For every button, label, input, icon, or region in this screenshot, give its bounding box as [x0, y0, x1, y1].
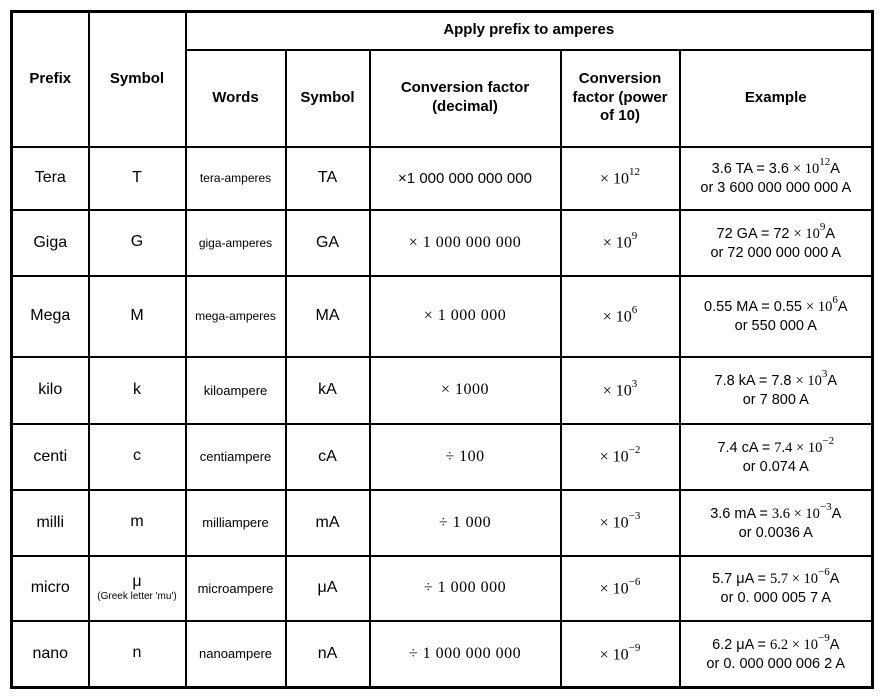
symbol-text: n [132, 644, 142, 662]
table-row [12, 556, 873, 621]
example-unit: A [831, 505, 842, 522]
symbol-cell [89, 556, 186, 621]
example-cell [680, 357, 873, 424]
header-example: Example [680, 50, 873, 147]
example-decimal-line: or 0. 000 005 7 A [720, 590, 831, 607]
power-factor-cell [561, 357, 680, 424]
example-multiplier: 6.2 × 10 [770, 636, 819, 653]
example-unit: A [825, 225, 835, 242]
example-pre: 3.6 mA = [710, 505, 772, 522]
prefix-conversion-table [10, 10, 874, 689]
example-equation [684, 633, 869, 655]
power-factor-cell [561, 147, 680, 210]
table-row [12, 276, 873, 357]
example-exponent: 6 [832, 294, 838, 307]
example-multiplier: × 10 [792, 160, 820, 177]
example-pre: 6.2 μA = [712, 636, 770, 653]
example-decimal-line: or 0.0036 A [738, 524, 813, 541]
header-symbol: Symbol [89, 12, 186, 147]
words-cell: tera-amperes [186, 147, 286, 210]
example-decimal-line: or 7 800 A [742, 392, 809, 409]
decimal-factor-cell: ÷ 100 [370, 424, 561, 490]
power-exponent: 3 [631, 377, 638, 390]
example-equation [684, 436, 869, 458]
symbol-text: μ [132, 573, 142, 591]
table-header [12, 12, 873, 147]
unit-symbol-cell: mA [286, 490, 370, 556]
example-multiplier: 3.6 × 10 [771, 505, 820, 522]
power-exponent: −3 [628, 510, 641, 523]
example-exponent: 12 [819, 156, 831, 169]
power-factor-cell [561, 621, 680, 688]
example-exponent: −9 [818, 631, 830, 644]
power-exponent: −2 [628, 444, 641, 457]
prefix-cell: kilo [12, 357, 89, 424]
symbol-cell [89, 276, 186, 357]
power-base: × 10 [602, 382, 632, 400]
prefix-cell: micro [12, 556, 89, 621]
table-row [12, 424, 873, 490]
example-cell [680, 621, 873, 688]
power-base: × 10 [599, 448, 629, 466]
example-pre: 3.6 TA = 3.6 [711, 160, 793, 177]
decimal-factor-cell: ÷ 1 000 [370, 490, 561, 556]
example-equation [684, 567, 869, 589]
power-base: × 10 [599, 580, 629, 598]
decimal-factor-cell: ÷ 1 000 000 [370, 556, 561, 621]
example-pre: 72 GA = 72 [716, 225, 794, 242]
table-row [12, 490, 873, 556]
symbol-text: k [133, 380, 141, 398]
header-words: Words [186, 50, 286, 147]
example-pre: 7.8 kA = 7.8 [714, 372, 796, 389]
words-cell: microampere [186, 556, 286, 621]
words-cell: giga-amperes [186, 210, 286, 276]
example-cell [680, 556, 873, 621]
unit-symbol-cell: GA [286, 210, 370, 276]
example-multiplier: × 10 [793, 225, 820, 242]
prefix-cell: Tera [12, 147, 89, 210]
symbol-cell [89, 621, 186, 688]
header-factor-power: Conversion factor (power of 10) [561, 50, 680, 147]
decimal-factor-cell: × 1 000 000 [370, 276, 561, 357]
example-unit: A [837, 298, 848, 315]
symbol-cell [89, 424, 186, 490]
example-decimal-line: or 72 000 000 000 A [710, 244, 842, 261]
example-pre: 5.7 μA = [712, 570, 770, 587]
unit-symbol-cell: kA [286, 357, 370, 424]
header-factor-decimal: Conversion factor (decimal) [370, 50, 561, 147]
example-cell [680, 147, 873, 210]
table-row [12, 210, 873, 276]
decimal-factor-cell: × 1 000 000 000 [370, 210, 561, 276]
power-exponent: −6 [628, 575, 641, 588]
words-cell: centiampere [186, 424, 286, 490]
table-body [12, 147, 873, 688]
power-base: × 10 [599, 170, 630, 188]
decimal-factor-cell: × 1000 [370, 357, 561, 424]
example-pre: 7.4 cA = [717, 439, 775, 456]
power-factor-cell [561, 276, 680, 357]
header-apply-prefix: Apply prefix to amperes [186, 12, 873, 50]
power-base: × 10 [602, 234, 632, 252]
example-exponent: −6 [818, 566, 830, 579]
words-cell: milliampere [186, 490, 286, 556]
example-decimal-line: or 0.074 A [742, 458, 809, 475]
example-multiplier: 5.7 × 10 [770, 570, 819, 587]
symbol-text: c [133, 447, 141, 465]
example-multiplier: × 10 [806, 298, 833, 315]
words-cell: kiloampere [186, 357, 286, 424]
example-cell [680, 424, 873, 490]
symbol-cell [89, 357, 186, 424]
table-row [12, 357, 873, 424]
example-unit: A [827, 372, 838, 389]
header-prefix: Prefix [12, 12, 89, 147]
example-pre: 0.55 MA = 0.55 [704, 298, 807, 315]
example-decimal-line: or 0. 000 000 006 2 A [706, 656, 846, 673]
words-cell: mega-amperes [186, 276, 286, 357]
example-exponent: −3 [819, 500, 832, 513]
symbol-text: G [130, 233, 144, 251]
words-cell: nanoampere [186, 621, 286, 688]
power-factor-cell [561, 210, 680, 276]
power-base: × 10 [602, 308, 632, 326]
table-row [12, 147, 873, 210]
symbol-cell [89, 147, 186, 210]
example-cell [680, 210, 873, 276]
example-unit: A [829, 570, 840, 587]
unit-symbol-cell: TA [286, 147, 370, 210]
prefix-cell: nano [12, 621, 89, 688]
header-span-row [12, 12, 873, 50]
example-exponent: 9 [819, 220, 826, 233]
example-unit: A [829, 636, 840, 653]
decimal-factor-cell: ÷ 1 000 000 000 [370, 621, 561, 688]
symbol-text: m [130, 513, 144, 531]
power-factor-cell [561, 556, 680, 621]
power-base: × 10 [599, 645, 629, 663]
symbol-text: M [130, 306, 144, 324]
unit-symbol-cell: cA [286, 424, 370, 490]
power-exponent: 12 [629, 165, 641, 178]
example-equation [684, 369, 869, 391]
prefix-cell: centi [12, 424, 89, 490]
prefix-cell: Mega [12, 276, 89, 357]
unit-symbol-cell: MA [286, 276, 370, 357]
symbol-cell [89, 490, 186, 556]
power-exponent: −9 [628, 641, 641, 654]
symbol-note: (Greek letter 'mu') [97, 590, 177, 602]
example-exponent: −2 [822, 434, 835, 447]
power-exponent: 6 [631, 303, 638, 316]
example-multiplier: × 10 [795, 372, 822, 389]
example-decimal-line: or 3 600 000 000 000 A [700, 180, 852, 197]
example-equation [684, 295, 869, 317]
example-decimal-line: or 550 000 A [734, 318, 817, 335]
example-equation [684, 502, 869, 524]
unit-symbol-cell: μA [286, 556, 370, 621]
example-unit: A [830, 160, 840, 177]
prefix-cell: Giga [12, 210, 89, 276]
power-base: × 10 [599, 514, 629, 532]
example-exponent: 3 [821, 368, 828, 381]
example-cell [680, 276, 873, 357]
header-unit-symbol: Symbol [286, 50, 370, 147]
example-equation [684, 222, 869, 244]
decimal-factor-cell: ×1 000 000 000 000 [370, 147, 561, 210]
example-multiplier: 7.4 × 10 [774, 439, 823, 456]
power-exponent: 9 [631, 230, 638, 243]
example-equation [684, 157, 869, 179]
power-factor-cell [561, 424, 680, 490]
symbol-cell [89, 210, 186, 276]
example-cell [680, 490, 873, 556]
prefix-cell: milli [12, 490, 89, 556]
symbol-text: T [132, 168, 142, 186]
unit-symbol-cell: nA [286, 621, 370, 688]
power-factor-cell [561, 490, 680, 556]
table-row [12, 621, 873, 688]
